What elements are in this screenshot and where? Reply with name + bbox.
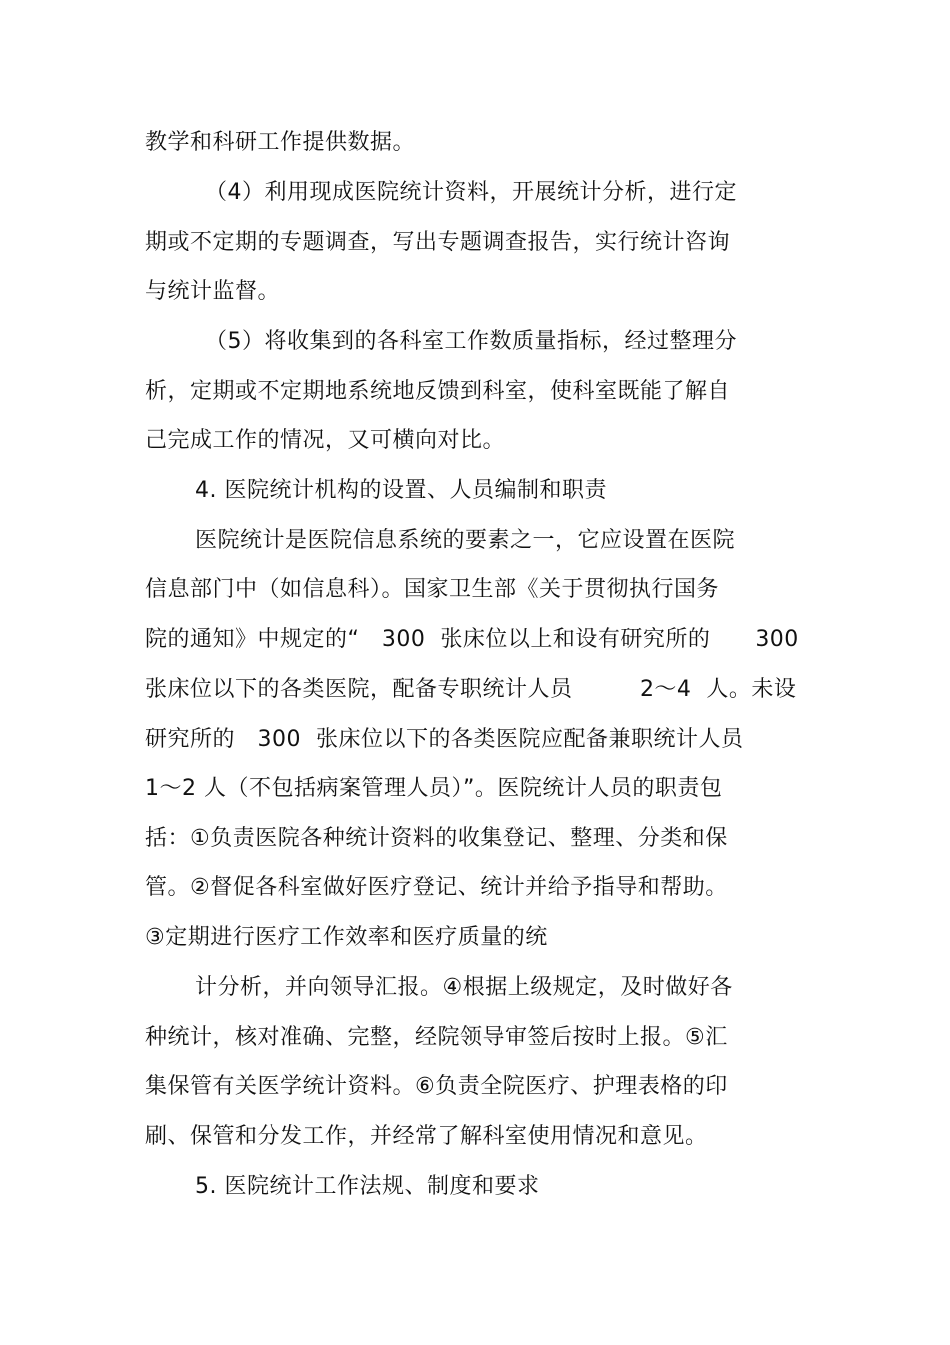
text-line: 医院统计是医院信息系统的要素之一，它应设置在医院	[195, 528, 736, 553]
text-line: 期或不定期的专题调查，写出专题调查报告，实行统计咨询	[145, 230, 731, 255]
text-line: 刷、保管和分发工作，并经常了解科室使用情况和意见。	[145, 1124, 708, 1149]
text-line: 研究所的 300 张床位以下的各类医院应配备兼职统计人员	[145, 727, 744, 752]
text-line: 院的通知》中规定的“ 300 张床位以上和设有研究所的 300	[145, 627, 799, 652]
text-line: 种统计，核对准确、完整，经院领导审签后按时上报。⑤汇	[145, 1025, 728, 1050]
text-line: 集保管有关医学统计资料。⑥负责全院医疗、护理表格的印	[145, 1074, 728, 1099]
text-line: 析，定期或不定期地系统地反馈到科室，使科室既能了解自	[145, 379, 731, 404]
text-line: 计分析，并向领导汇报。④根据上级规定，及时做好各	[195, 975, 733, 1000]
section-heading: 5. 医院统计工作法规、制度和要求	[195, 1174, 540, 1199]
text-line: 教学和科研工作提供数据。	[145, 130, 416, 155]
text-line: 与统计监督。	[145, 279, 281, 304]
text-line: 1～2 人（不包括病案管理人员）”。医院统计人员的职责包	[145, 776, 723, 801]
text-line: 己完成工作的情况，又可横向对比。	[145, 428, 506, 453]
text-line: 张床位以下的各类医院，配备专职统计人员 2～4 人。未设	[145, 677, 797, 702]
text-line: （5）将收集到的各科室工作数质量指标，经过整理分	[205, 329, 737, 354]
text-line: ③定期进行医疗工作效率和医疗质量的统	[145, 925, 548, 950]
text-line: 管。②督促各科室做好医疗登记、统计并给予指导和帮助。	[145, 875, 728, 900]
text-line: 括：①负责医院各种统计资料的收集登记、整理、分类和保	[145, 826, 728, 851]
text-line: 信息部门中（如信息科）。国家卫生部《关于贯彻执行国务	[145, 577, 720, 602]
text-line: （4）利用现成医院统计资料，开展统计分析，进行定	[205, 180, 737, 205]
section-heading: 4. 医院统计机构的设置、人员编制和职责	[195, 478, 607, 503]
